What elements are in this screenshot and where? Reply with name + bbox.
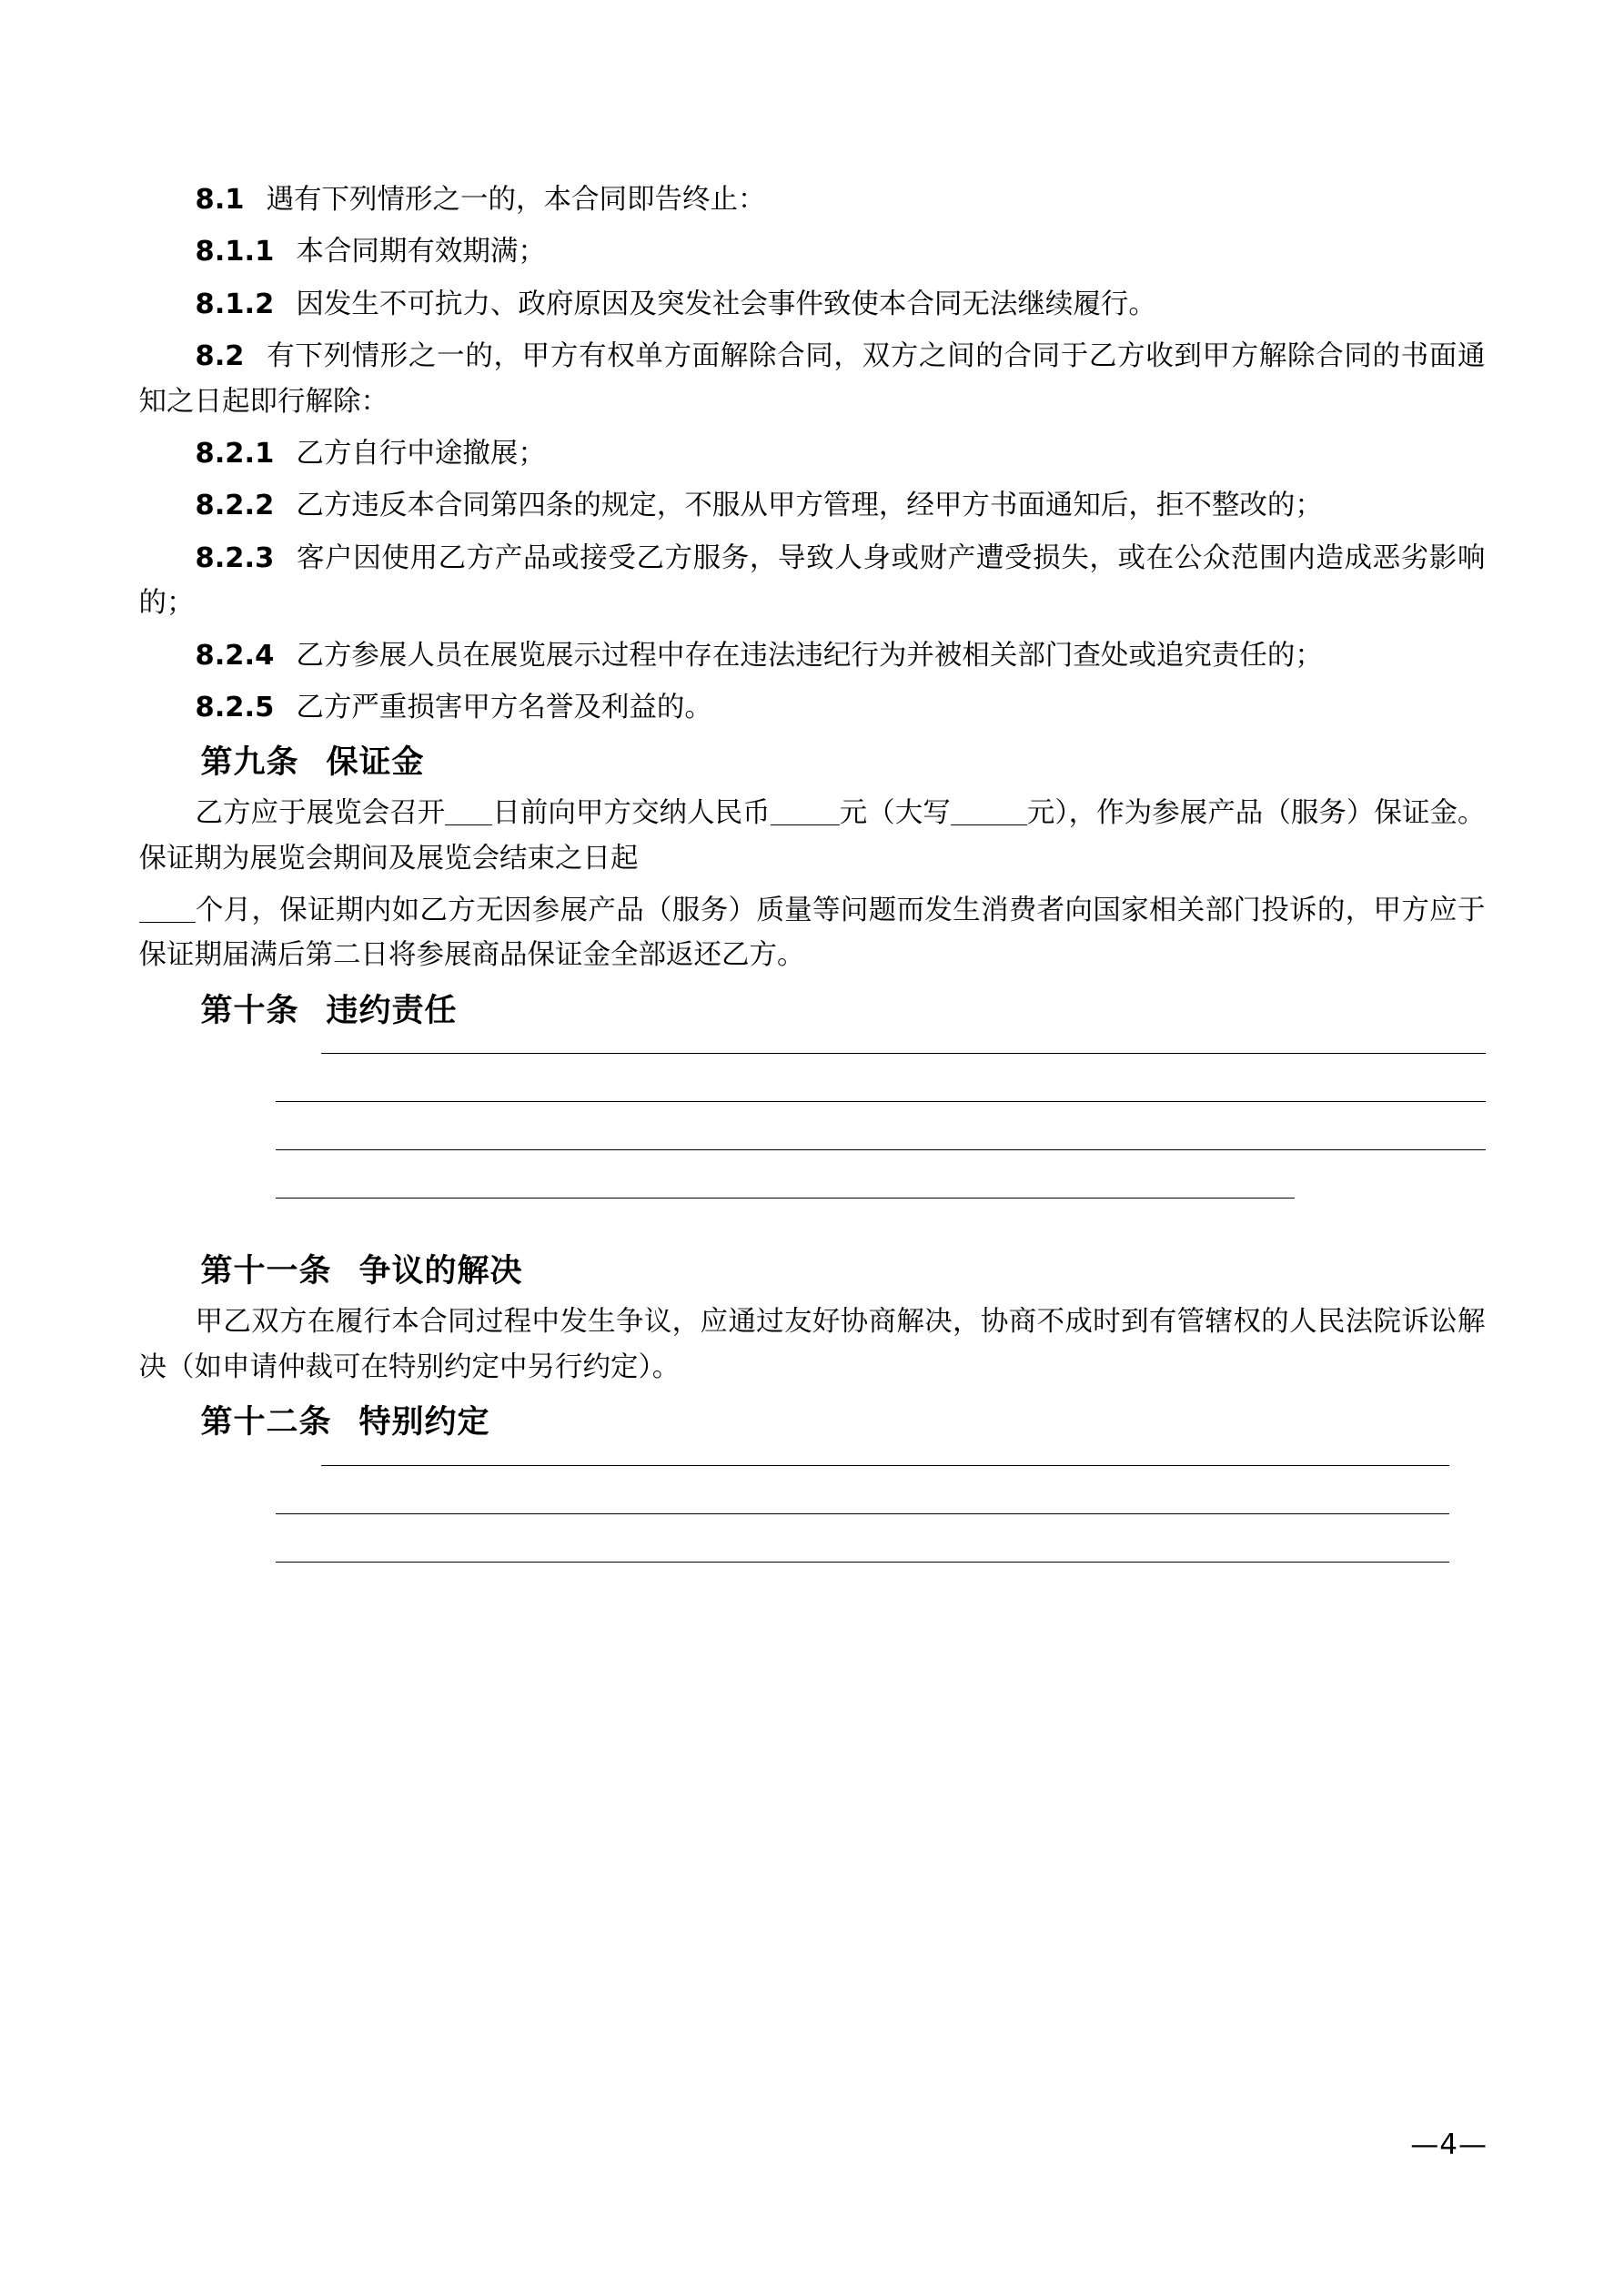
clause-8-2-1 <box>139 431 1486 476</box>
clause-text: 乙方严重损害甲方名誉及利益的。 <box>296 692 712 724</box>
document-body <box>139 177 1486 1563</box>
section-9-body-part3: 元（大写 <box>839 797 951 830</box>
clause-8-2-3 <box>139 536 1486 626</box>
clause-number: 8.2.1 <box>195 438 275 470</box>
section-11-body: 甲乙双方在履行本合同过程中发生争议，应通过友好协商解决，协商不成时到有管辖权的人民法院诉讼解决（如申请仲裁可在特别约定中另行约定）。 <box>138 1306 1486 1383</box>
section-12-blank-lines <box>139 1465 1486 1563</box>
clause-8-2-2 <box>139 483 1486 528</box>
section-9-body-part1: 乙方应于展览会召开 <box>195 797 446 830</box>
blank-write-line[interactable] <box>276 1198 1295 1199</box>
blank-field-amount[interactable] <box>771 824 840 825</box>
blank-field-days[interactable] <box>445 824 492 825</box>
section-11-number: 第十一条 <box>200 1253 332 1290</box>
section-9-heading <box>139 737 1486 789</box>
clause-8-2-5 <box>139 685 1486 730</box>
clause-number: 8.2.4 <box>195 639 275 672</box>
clause-8-2 <box>139 334 1486 424</box>
blank-write-line[interactable] <box>276 1101 1486 1102</box>
clause-text: 客户因使用乙方产品或接受乙方服务，导致人身或财产遭受损失，或在公众范围内造成恶劣影响的； <box>138 541 1486 620</box>
blank-write-line[interactable] <box>276 1562 1449 1563</box>
page-number: —4— <box>1410 2129 1488 2161</box>
section-9-body-part2: 日前向甲方交纳人民币 <box>492 797 771 830</box>
section-9-title: 保证金 <box>326 744 425 782</box>
section-9-body-part5: 个月，保证期内如乙方无因参展产品（服务）质量等问题而发生消费者向国家相关部门投诉的，甲方应于保证期届满后第二日将参展商品保证金全部返还乙方。 <box>138 894 1486 972</box>
clause-8-1-1 <box>139 229 1486 274</box>
section-9-body <box>139 791 1486 881</box>
clause-8-2-4 <box>139 633 1486 678</box>
clause-number: 8.2.2 <box>195 490 275 522</box>
clause-text: 乙方参展人员在展览展示过程中存在违法违纪行为并被相关部门查处或追究责任的； <box>296 639 1323 672</box>
clause-8-1 <box>139 177 1486 222</box>
blank-field-amount-words[interactable] <box>951 824 1027 825</box>
clause-number: 8.2.3 <box>195 541 275 574</box>
clause-number: 8.2.5 <box>195 692 275 724</box>
clause-number: 8.2 <box>195 340 245 373</box>
clause-text: 因发生不可抗力、政府原因及突发社会事件致使本合同无法继续履行。 <box>296 288 1156 320</box>
section-12-title: 特别约定 <box>358 1403 490 1441</box>
blank-field-months[interactable] <box>139 922 196 923</box>
clause-number: 8.1.1 <box>195 236 275 268</box>
section-12-heading <box>139 1397 1486 1449</box>
section-9-number: 第九条 <box>200 744 299 782</box>
section-10-title: 违约责任 <box>326 992 458 1029</box>
section-10-blank-lines <box>139 1053 1486 1199</box>
clause-number: 8.1.2 <box>195 288 275 320</box>
section-11-title: 争议的解决 <box>358 1253 523 1290</box>
section-10-number: 第十条 <box>200 992 299 1029</box>
clause-number: 8.1 <box>195 184 245 216</box>
section-12-number: 第十二条 <box>200 1403 332 1441</box>
section-10-heading <box>139 986 1486 1037</box>
clause-text: 本合同期有效期满； <box>296 236 546 268</box>
section-9-body-cont <box>139 888 1486 978</box>
blank-write-line[interactable] <box>321 1465 1449 1466</box>
section-11-heading <box>139 1246 1486 1298</box>
clause-text: 乙方自行中途撤展； <box>296 438 546 470</box>
blank-write-line[interactable] <box>276 1513 1449 1514</box>
clause-text: 遇有下列情形之一的，本合同即告终止： <box>266 184 766 216</box>
clause-text: 有下列情形之一的，甲方有权单方面解除合同，双方之间的合同于乙方收到甲方解除合同的书面通知之日起即行解除： <box>138 340 1486 418</box>
blank-write-line[interactable] <box>321 1053 1486 1054</box>
blank-write-line[interactable] <box>276 1149 1486 1150</box>
section-9-body-part4: 元），作为参展产品（服务）保证金。保证期为展览会期间及展览会结束之日起 <box>138 797 1486 875</box>
clause-text: 乙方违反本合同第四条的规定，不服从甲方管理，经甲方书面通知后，拒不整改的； <box>296 490 1323 522</box>
clause-8-1-2 <box>139 282 1486 327</box>
